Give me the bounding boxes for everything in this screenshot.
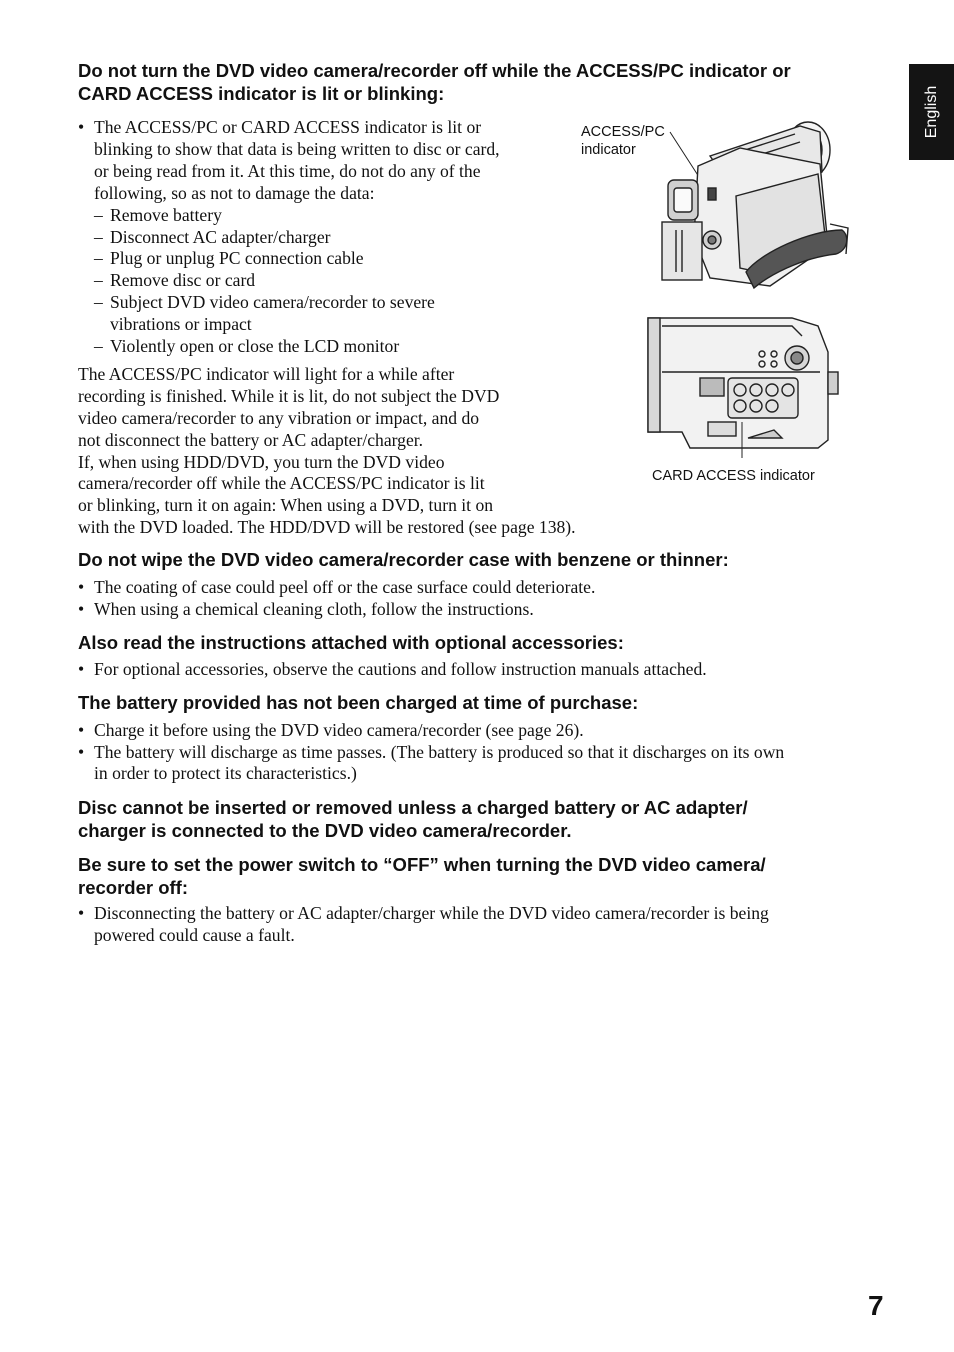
- section1-bullet-line1: The ACCESS/PC or CARD ACCESS indicator is lit or: [94, 117, 482, 137]
- dash-item-lcd: Violently open or close the LCD monitor: [110, 336, 400, 356]
- section1-para-line2: recording is finished. While it is lit, do not subject the DVD: [78, 386, 500, 406]
- section1-heading-line2: CARD ACCESS indicator is lit or blinking:: [78, 83, 445, 104]
- language-tab-label: English: [922, 85, 940, 139]
- section1-heading-line1: Do not turn the DVD video camera/recorder off while the ACCESS/PC indicator or: [78, 60, 791, 81]
- dash-glyph: –: [94, 205, 103, 225]
- dash-item-disconnect-ac: Disconnect AC adapter/charger: [110, 227, 331, 247]
- card-access-label: CARD ACCESS indicator: [652, 468, 815, 484]
- dash-glyph: –: [94, 336, 103, 356]
- section1-para-line6: camera/recorder off while the ACCESS/PC indicator is lit: [78, 473, 485, 493]
- dash-glyph: –: [94, 292, 103, 312]
- section4-bullet2-cont: in order to protect its characteristics.): [94, 763, 357, 783]
- dash-glyph: –: [94, 248, 103, 268]
- bullet-glyph: •: [78, 659, 85, 679]
- section3-heading: Also read the instructions attached with optional accessories:: [78, 632, 624, 653]
- dash-glyph: –: [94, 227, 103, 247]
- bullet-glyph: •: [78, 903, 85, 923]
- bullet-glyph: •: [78, 577, 85, 597]
- section1-para-line1: The ACCESS/PC indicator will light for a while after: [78, 364, 455, 384]
- bullet-glyph: •: [78, 599, 85, 619]
- access-pc-label-line2: indicator: [581, 142, 636, 158]
- page-number: 7: [868, 1290, 884, 1321]
- bullet-glyph: •: [78, 742, 85, 762]
- section5-heading-line1: Disc cannot be inserted or removed unless a charged battery or AC adapter/: [78, 797, 748, 818]
- section2-bullet2: When using a chemical cleaning cloth, follow the instructions.: [94, 599, 534, 619]
- dash-item-remove-disc: Remove disc or card: [110, 270, 256, 290]
- dash-glyph: –: [94, 270, 103, 290]
- dash-item-remove-battery: Remove battery: [110, 205, 222, 225]
- section1-para-line7: or blinking, turn it on again: When using a DVD, turn it on: [78, 495, 494, 515]
- section4-bullet2: The battery will discharge as time passes. (The battery is produced so that it discharges on its own: [94, 742, 785, 762]
- bullet-glyph: •: [78, 720, 85, 740]
- bullet-glyph: •: [78, 117, 85, 137]
- section1-para-line5: If, when using HDD/DVD, you turn the DVD video: [78, 452, 445, 472]
- section6-heading-line2: recorder off:: [78, 877, 188, 898]
- camcorder-side-illustration: [650, 118, 855, 293]
- dash-item-pc-cable: Plug or unplug PC connection cable: [110, 248, 364, 268]
- access-pc-label-line1: ACCESS/PC: [581, 124, 665, 140]
- section3-bullet1: For optional accessories, observe the cautions and follow instruction manuals attached.: [94, 659, 707, 679]
- section6-bullet1: Disconnecting the battery or AC adapter/charger while the DVD video camera/recorder is being: [94, 903, 769, 923]
- section4-heading: The battery provided has not been charged at time of purchase:: [78, 692, 639, 713]
- language-tab: [909, 64, 954, 160]
- section1-bullet-line2: blinking to show that data is being written to disc or card,: [94, 139, 500, 159]
- section6-bullet1-cont: powered could cause a fault.: [94, 925, 295, 945]
- section6-heading-line1: Be sure to set the power switch to “OFF” when turning the DVD video camera/: [78, 854, 766, 875]
- section1-para-line3: video camera/recorder to any vibration or impact, and do: [78, 408, 480, 428]
- section2-bullet1: The coating of case could peel off or the case surface could deteriorate.: [94, 577, 596, 597]
- section1-bullet-line3: or being read from it. At this time, do not do any of the: [94, 161, 481, 181]
- section2-heading: Do not wipe the DVD video camera/recorder case with benzene or thinner:: [78, 549, 729, 570]
- dash-item-vibration: Subject DVD video camera/recorder to severe: [110, 292, 435, 312]
- section1-para-line8: with the DVD loaded. The HDD/DVD will be restored (see page 138).: [78, 517, 576, 537]
- section5-heading-line2: charger is connected to the DVD video camera/recorder.: [78, 820, 572, 841]
- dash-item-vibration-cont: vibrations or impact: [110, 314, 252, 334]
- section1-bullet-line4: following, so as not to damage the data:: [94, 183, 375, 203]
- section1-para-line4: not disconnect the battery or AC adapter/charger.: [78, 430, 424, 450]
- camcorder-panel-illustration: [642, 312, 844, 458]
- section4-bullet1: Charge it before using the DVD video camera/recorder (see page 26).: [94, 720, 584, 740]
